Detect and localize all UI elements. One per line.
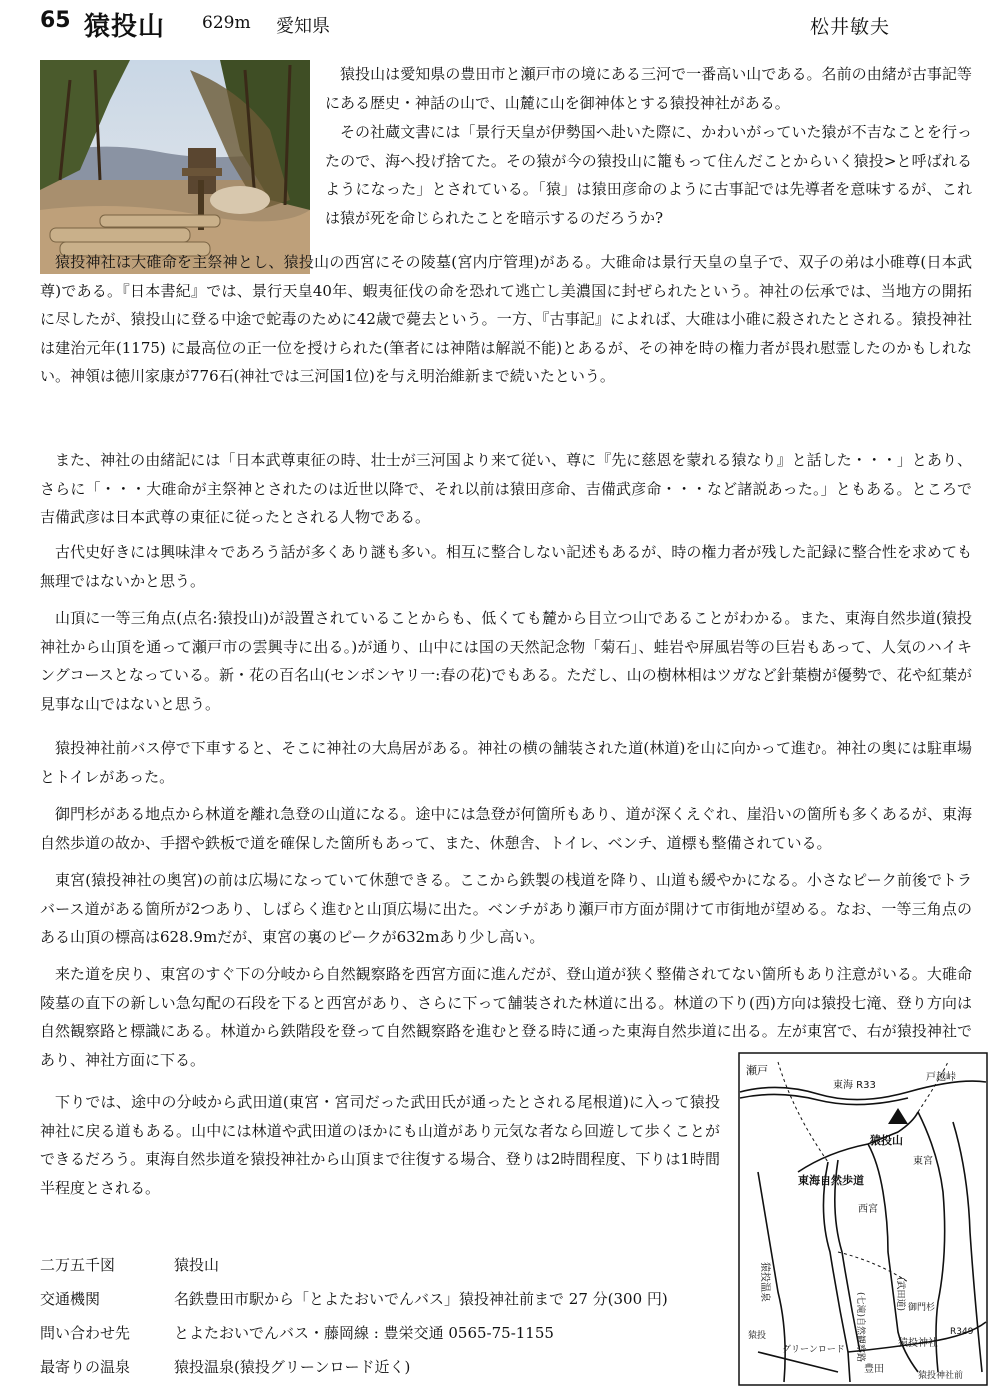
map-label-r349: R349: [950, 1327, 974, 1337]
summit-photo: [40, 60, 310, 274]
paragraph-shrine-history: 猿投神社は大碓命を主祭神とし、猿投山の西宮にその陵墓(宮内庁管理)がある。大碓命は景行天皇の皇子で、双子の弟は小碓尊(日本武尊)である。『日本書紀』では、景行天皇40年、蝦夷征伐の命を恐れて逃亡し美濃国に封ぜられたという。神社の伝承では、当地方の開拓に尽したが、猿投山に登る中途で蛇毒のために42歳で薨去という。一方、『古事記』によれば、大碓は小碓に殺されたとされる。猿投神社は建治元年(1175) に最高位の正一位を授けられた(筆者には神階は解説不能)とあるが、その神を時の権力者が畏れ慰霊したのかもしれない。神領は徳川家康が776石(神社では三河国1位)を与え明治維新まで続いたという。: [40, 253, 972, 386]
paragraph-bus-stop: 猿投神社前バス停で下車すると、そこに神社の大鳥居がある。神社の横の舗装された道(林道)を山に向かって進む。神社の奥には駐車場とトイレがあった。: [40, 739, 972, 786]
map-label-takeda: (武田道): [895, 1277, 905, 1312]
map-label-ic: 猿投: [748, 1331, 767, 1341]
map-label-pass: 戸越峠: [926, 1072, 956, 1083]
route-map: [738, 1052, 988, 1386]
paragraph-origin-record: また、神社の由緒記には「日本武尊東征の時、壮士が三河国より来て従い、尊に『先に慈恩を蒙れる猿なり』と話した・・・」とあり、さらに「・・・大碓命が主祭神とされたのは近世以降で、それ以前は猿田彦命、吉備武彦命・・・など諸説あった。」ともある。ところで吉備武彦は日本武尊の東征に従ったとされる人物である。: [40, 451, 972, 527]
prefecture: 愛知県: [276, 16, 330, 37]
info-label: 交通機関: [40, 1290, 101, 1308]
mountain-name: 猿投山: [84, 12, 166, 42]
map-label-shrine: 猿投神社: [898, 1338, 938, 1349]
info-label: 二万五千図: [40, 1256, 116, 1274]
info-transport: [40, 1288, 720, 1310]
map-label-east-shrine: 東宮: [913, 1156, 933, 1167]
paragraph-intro: 猿投山は愛知県の豊田市と瀬戸市の境にある三河で一番高い山である。名前の由緒が古事記等にある歴史・神話の山で、山麓に山を御神体とする猿投神社がある。: [325, 65, 972, 112]
info-contact: [40, 1322, 720, 1344]
info-value: 猿投山: [174, 1256, 220, 1274]
map-label-toyota: 豊田: [864, 1364, 884, 1375]
paragraph-descent: 下りでは、途中の分岐から武田道(東宮・宮司だった武田氏が通ったとされる尾根道)に入って猿投神社に戻る道もある。山中には林道や武田道のほかにも山道があり元気な者なら回遊して歩くことができるだろう。東海自然歩道を猿投神社から山頂まで往復する場合、登りは2時間程度、下りは1時間半程度とされる。: [40, 1093, 720, 1197]
mountain-number: 65: [40, 8, 71, 33]
info-value: 名鉄豊田市駅から「とよたおいでんバス」猿投神社前まで 27 分(300 円): [174, 1290, 668, 1308]
paragraph-return-route: 来た道を戻り、東宮のすぐ下の分岐から自然観察路を西宮方面に進んだが、登山道が狭く整備されてない箇所もあり注意がいる。大碓命陵墓の直下の新しい急勾配の石段を下ると西宮があり、さらに下って舗装された林道に出る。林道の下り(西)方向は猿投七滝、登り方向は自然観察路と標識にある。林道から鉄階段を登って自然観察路を進むと登る時に通った東海自然歩道に出る。左が東宮で、右が猿投神社であり、神社方面に下る。: [40, 965, 972, 1069]
map-label-route: 東海 R33: [833, 1080, 876, 1091]
map-label-summit: 猿投山: [870, 1134, 903, 1147]
map-label-seto: 瀬戸: [746, 1064, 768, 1077]
info-label: 最寄りの温泉: [40, 1358, 131, 1376]
paragraph-legend: その社蔵文書には「景行天皇が伊勢国へ赴いた際に、かわいがっていた猿が不吉なことを行ったので、海へ投げ捨てた。その猿が今の猿投山に籠もって住んだことからいく猿投>と呼ばれるようになった」とされている。「猿」は猿田彦命のように古事記では先導者を意味するが、これは猿が死を命じられたことを暗示するのだろうか?: [325, 123, 972, 227]
paragraph-climb: 御門杉がある地点から林道を離れ急登の山道になる。途中には急登が何箇所もあり、道が深くえぐれ、崖沿いの箇所も多くあるが、東海自然歩道の故か、手摺や鉄板で道を確保した箇所もあって、また、休憩舎、トイレ、ベンチ、道標も整備されている。: [40, 805, 972, 852]
map-label-west-shrine: 西宮: [858, 1204, 878, 1215]
map-label-trail: 東海自然歩道: [798, 1174, 864, 1187]
paragraph-ancient-history: 古代史好きには興味津々であろう話が多くあり謎も多い。相互に整合しない記述もあるが、時の権力者が残した記録に整合性を求めても無理ではないかと思う。: [40, 543, 972, 590]
map-label-green-road: グリーンロード: [782, 1345, 845, 1355]
paragraph-east-shrine: 東宮(猿投神社の奥宮)の前は広場になっていて休憩できる。ここから鉄製の桟道を降り、山道も緩やかになる。小さなピーク前後でトラバース道がある箇所が2つあり、しばらく進むと山頂広場に出た。ベンチがあり瀬戸市方面が開けて市街地が望める。なお、一等三角点のある山頂の標高は628.9mだが、東宮の裏のピークが632mあり少し高い。: [40, 871, 972, 947]
page-header: [40, 8, 970, 42]
map-label-onsen: 猿投温泉: [759, 1262, 770, 1302]
info-label: 問い合わせ先: [40, 1324, 131, 1342]
author-name: 松井敏夫: [810, 16, 891, 38]
info-value: 猿投温泉(猿投グリーンロード近く): [174, 1358, 411, 1376]
map-label-gomon: 御門杉: [908, 1303, 936, 1313]
info-topo-map: [40, 1254, 720, 1276]
map-label-nature-path: (七滝)自然観察路: [855, 1292, 865, 1363]
mountain-elevation: 629m: [202, 13, 251, 33]
info-value: とよたおいでんバス・藤岡線 : 豊栄交通 0565-75-1155: [174, 1324, 554, 1342]
paragraph-summit-trail: 山頂に一等三角点(点名:猿投山)が設置されていることからも、低くても麓から目立つ山であることがわかる。また、東海自然歩道(猿投神社から山頂を通って瀬戸市の雲興寺に出る。)が通り、山中には国の天然記念物「菊石」、蛙岩や屏風岩等の巨岩もあって、人気のハイキングコースとなっている。新・花の百名山(センボンヤリ一:春の花)でもある。ただし、山の樹林相はツガなど針葉樹が優勢で、花や紅葉が見事な山ではないと思う。: [40, 609, 972, 713]
info-onsen: [40, 1356, 720, 1378]
map-label-bus-stop: 猿投神社前: [918, 1371, 964, 1381]
